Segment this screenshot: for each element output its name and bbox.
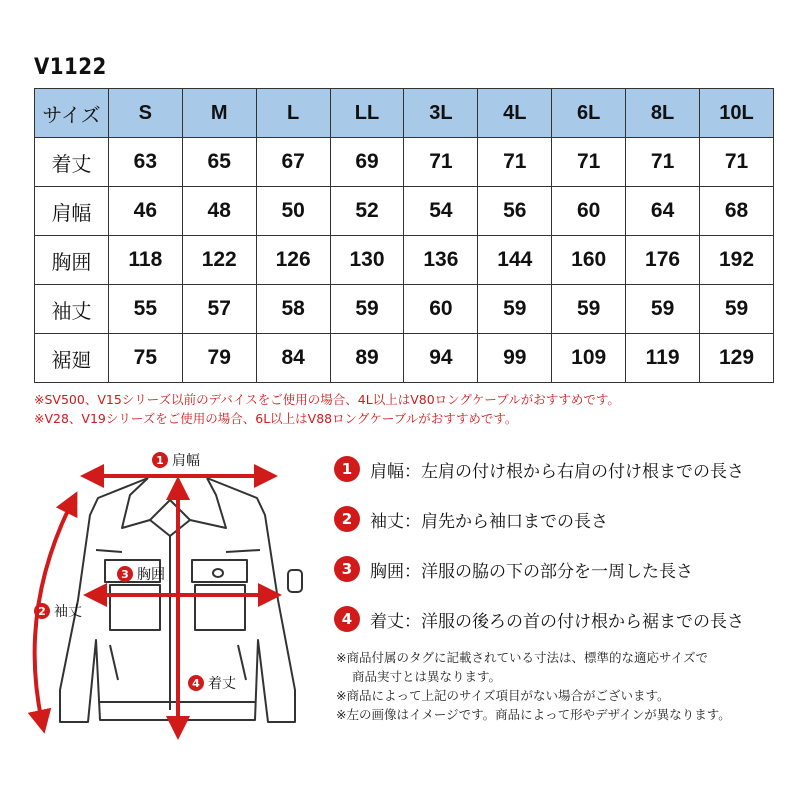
table-cell: 63	[108, 138, 182, 187]
table-cell: 59	[478, 285, 552, 334]
table-cell: 99	[478, 334, 552, 383]
table-cell: 69	[330, 138, 404, 187]
table-cell: 64	[626, 187, 700, 236]
size-header: L	[256, 89, 330, 138]
table-cell: 71	[404, 138, 478, 187]
cable-notes	[34, 390, 774, 428]
table-cell: 59	[552, 285, 626, 334]
definition-term: 胸囲	[370, 561, 404, 582]
table-cell: 55	[108, 285, 182, 334]
size-header: LL	[330, 89, 404, 138]
table-cell: 60	[552, 187, 626, 236]
table-cell: 50	[256, 187, 330, 236]
svg-text:胸囲: 胸囲	[137, 567, 165, 583]
table-row	[35, 236, 774, 285]
size-header: M	[182, 89, 256, 138]
number-badge: 4	[334, 606, 360, 632]
svg-text:肩幅: 肩幅	[172, 453, 200, 469]
row-label: 着丈	[35, 138, 109, 187]
table-cell: 46	[108, 187, 182, 236]
definition-desc: ：肩先から袖口までの長さ	[404, 511, 608, 532]
svg-text:1: 1	[156, 454, 164, 467]
table-cell: 75	[108, 334, 182, 383]
footnote: ※商品によって上記のサイズ項目がない場合がございます。	[336, 688, 670, 703]
table-cell: 71	[552, 138, 626, 187]
table-cell: 48	[182, 187, 256, 236]
row-label: 裾廻	[35, 334, 109, 383]
definition-term: 着丈	[370, 611, 404, 632]
svg-text:着丈: 着丈	[208, 676, 236, 692]
definition-term: 袖丈	[370, 511, 404, 532]
table-cell: 144	[478, 236, 552, 285]
cable-note: ※SV500、V15シリーズ以前のデバイスをご使用の場合、4L以上はV80ロングケーブルがおすすめです。	[34, 392, 620, 407]
table-cell: 58	[256, 285, 330, 334]
table-cell: 122	[182, 236, 256, 285]
number-badge: 1	[334, 456, 360, 482]
size-header: 3L	[404, 89, 478, 138]
table-cell: 56	[478, 187, 552, 236]
table-cell: 67	[256, 138, 330, 187]
footnote: 商品実寸とは異なります。	[352, 669, 502, 684]
table-cell: 109	[552, 334, 626, 383]
diagram-label-1	[152, 452, 200, 469]
table-cell: 65	[182, 138, 256, 187]
svg-text:4: 4	[192, 677, 200, 690]
table-cell: 71	[626, 138, 700, 187]
table-cell: 119	[626, 334, 700, 383]
table-cell: 57	[182, 285, 256, 334]
table-cell: 59	[330, 285, 404, 334]
definition-desc: ：洋服の脇の下の部分を一周した長さ	[404, 561, 693, 582]
table-cell: 59	[626, 285, 700, 334]
number-badge: 3	[334, 556, 360, 582]
diagram-label-2	[34, 603, 82, 620]
jacket-outline	[60, 478, 302, 722]
table-cell: 52	[330, 187, 404, 236]
number-badge: 2	[334, 506, 360, 532]
size-chart-table	[34, 88, 774, 383]
definition-term: 肩幅	[370, 461, 404, 482]
table-cell: 71	[700, 138, 774, 187]
definition-item	[334, 554, 693, 584]
table-cell: 118	[108, 236, 182, 285]
table-cell: 94	[404, 334, 478, 383]
svg-text:2: 2	[38, 605, 46, 618]
table-cell: 126	[256, 236, 330, 285]
table-row	[35, 334, 774, 383]
row-label: 肩幅	[35, 187, 109, 236]
table-cell: 192	[700, 236, 774, 285]
table-cell: 160	[552, 236, 626, 285]
table-row	[35, 187, 774, 236]
jacket-measurement-diagram	[0, 440, 330, 740]
table-cell: 59	[700, 285, 774, 334]
size-header: 8L	[626, 89, 700, 138]
table-header-row	[35, 89, 774, 138]
table-cell: 60	[404, 285, 478, 334]
table-cell: 129	[700, 334, 774, 383]
table-cell: 136	[404, 236, 478, 285]
footnote: ※商品付属のタグに記載されている寸法は、標準的な適応サイズで	[336, 650, 708, 665]
diagram-label-3	[117, 566, 165, 583]
definition-item	[334, 454, 744, 484]
size-header: 10L	[700, 89, 774, 138]
table-cell: 68	[700, 187, 774, 236]
size-header: S	[108, 89, 182, 138]
svg-text:袖丈: 袖丈	[54, 604, 82, 620]
diagram-label-4	[188, 675, 236, 692]
definition-desc: ：左肩の付け根から右肩の付け根までの長さ	[404, 461, 744, 482]
svg-text:3: 3	[121, 568, 129, 581]
definition-item	[334, 604, 744, 634]
table-corner-header: サイズ	[35, 89, 109, 138]
table-cell: 79	[182, 334, 256, 383]
definition-item	[334, 504, 608, 534]
table-cell: 176	[626, 236, 700, 285]
size-header: 4L	[478, 89, 552, 138]
definition-desc: ：洋服の後ろの首の付け根から裾までの長さ	[404, 611, 744, 632]
table-cell: 54	[404, 187, 478, 236]
table-row	[35, 138, 774, 187]
model-number: V1122	[34, 55, 107, 80]
table-row	[35, 285, 774, 334]
row-label: 袖丈	[35, 285, 109, 334]
size-header: 6L	[552, 89, 626, 138]
table-cell: 130	[330, 236, 404, 285]
row-label: 胸囲	[35, 236, 109, 285]
footnote: ※左の画像はイメージです。商品によって形やデザインが異なります。	[336, 707, 731, 722]
table-cell: 84	[256, 334, 330, 383]
table-cell: 89	[330, 334, 404, 383]
cable-note: ※V28、V19シリーズをご使用の場合、6L以上はV88ロングケーブルがおすすめです。	[34, 411, 518, 426]
table-cell: 71	[478, 138, 552, 187]
footnotes	[336, 648, 786, 724]
